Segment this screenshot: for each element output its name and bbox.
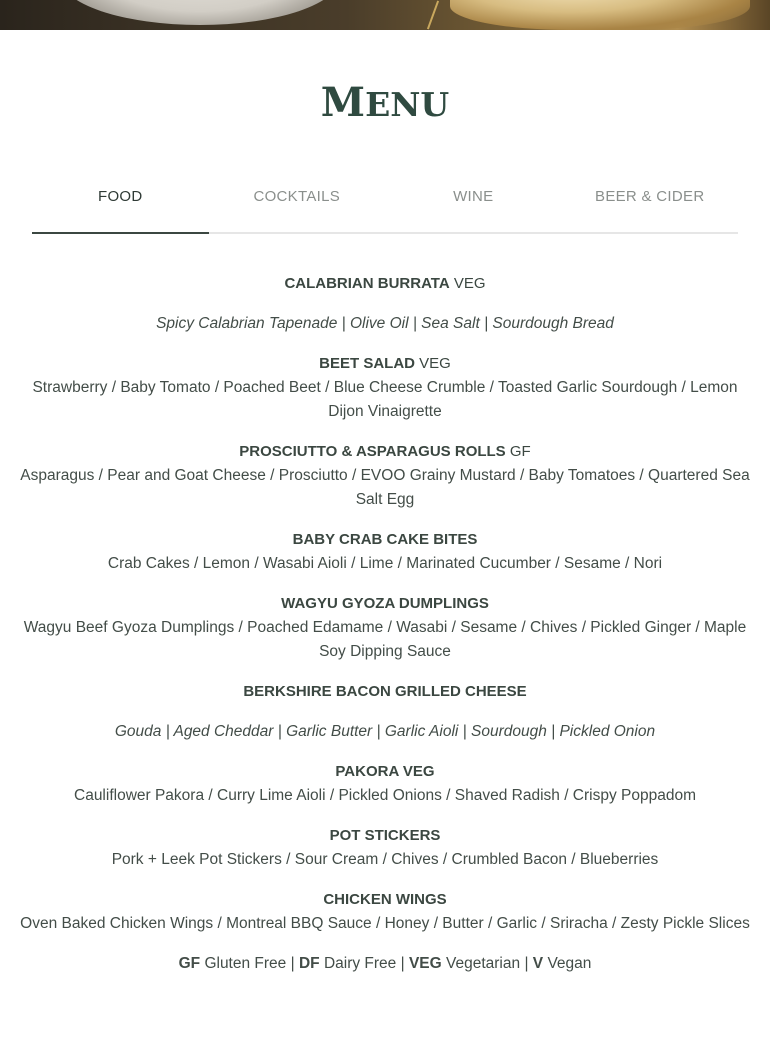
plate-image	[60, 0, 340, 25]
menu-item-pakora-veg	[20, 760, 750, 808]
tab-cocktails[interactable]: COCKTAILS	[253, 188, 341, 205]
menu-item-name: BEET SALAD VEG	[319, 355, 451, 372]
tab-beer-cider[interactable]: BEER & CIDER	[595, 188, 705, 205]
tab-food[interactable]: FOOD	[32, 176, 209, 232]
menu-item-description: Gouda | Aged Cheddar | Garlic Butter | Garlic Aioli | Sourdough | Pickled Onion	[114, 723, 656, 740]
menu-item-name: WAGYU GYOZA DUMPLINGS	[281, 595, 489, 612]
bread-image	[450, 0, 750, 30]
menu-item-description: Spicy Calabrian Tapenade | Olive Oil | Sea Salt | Sourdough Bread	[156, 315, 614, 332]
page-title: MENU	[320, 79, 450, 126]
menu-item-description: Cauliflower Pakora / Curry Lime Aioli / Pickled Onions / Shaved Radish / Crispy Poppadom	[74, 787, 696, 804]
menu-item-name: CALABRIAN BURRATA VEG	[284, 275, 486, 292]
herb-stem-image	[427, 1, 439, 30]
tab-wine[interactable]: WINE	[453, 188, 494, 205]
menu-item-name: PROSCIUTTO & ASPARAGUS ROLLS GF	[239, 443, 531, 460]
menu-item-description: Crab Cakes / Lemon / Wasabi Aioli / Lime / Marinated Cucumber / Sesame / Nori	[107, 555, 663, 572]
menu-item-baby-crab-cake-bites	[20, 528, 750, 576]
menu-item-pot-stickers	[20, 824, 750, 872]
hero-image	[0, 0, 770, 30]
menu-item-beet-salad	[20, 352, 750, 424]
menu-item-berkshire-bacon-grilled-cheese	[20, 680, 750, 744]
menu-item-description: Asparagus / Pear and Goat Cheese / Prosciutto / EVOO Grainy Mustard / Baby Tomatoes / Quartered Sea Salt Egg	[20, 467, 750, 508]
menu-item-name: CHICKEN WINGS	[323, 891, 447, 908]
food-menu-list	[20, 272, 750, 976]
menu-item-description: Oven Baked Chicken Wings / Montreal BBQ Sauce / Honey / Butter / Garlic / Sriracha / Zesty Pickle Slices	[20, 915, 750, 932]
menu-item-description: Pork + Leek Pot Stickers / Sour Cream / Chives / Crumbled Bacon / Blueberries	[111, 851, 659, 868]
menu-tabs	[32, 176, 738, 234]
menu-item-name: BERKSHIRE BACON GRILLED CHEESE	[243, 683, 527, 700]
dietary-legend: GF Gluten Free | DF Dairy Free | VEG Vegetarian | V Vegan	[178, 955, 592, 972]
menu-item-description: Strawberry / Baby Tomato / Poached Beet / Blue Cheese Crumble / Toasted Garlic Sourdough / Lemon Dijon Vinaigrette	[32, 379, 738, 420]
menu-item-wagyu-gyoza-dumplings	[20, 592, 750, 664]
menu-item-description: Wagyu Beef Gyoza Dumplings / Poached Edamame / Wasabi / Sesame / Chives / Pickled Ginger / Maple Soy Dipping Sauce	[23, 619, 747, 660]
menu-item-prosciutto-asparagus-rolls	[20, 440, 750, 512]
menu-item-chicken-wings	[20, 888, 750, 936]
menu-item-calabrian-burrata	[20, 272, 750, 336]
menu-item-name: BABY CRAB CAKE BITES	[292, 531, 478, 548]
menu-item-name: POT STICKERS	[329, 827, 441, 844]
menu-item-name: PAKORA VEG	[335, 763, 435, 780]
